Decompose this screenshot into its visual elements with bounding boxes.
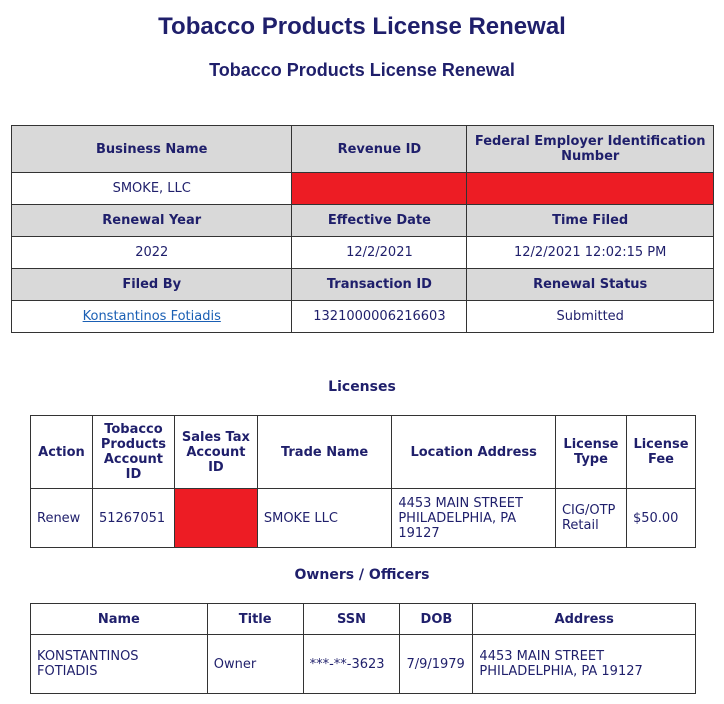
col-location-address: Location Address <box>392 416 556 489</box>
time-filed-header: Time Filed <box>467 205 714 237</box>
col-dob: DOB <box>400 604 473 635</box>
col-ssn: SSN <box>303 604 400 635</box>
transaction-id-header: Transaction ID <box>292 269 467 301</box>
summary-table <box>11 125 714 333</box>
licenses-header-row <box>31 416 696 489</box>
filed-by-link[interactable]: Konstantinos Fotiadis <box>82 309 221 324</box>
owner-name-cell: KONSTANTINOS FOTIADIS <box>31 635 208 694</box>
owner-title-cell: Owner <box>207 635 303 694</box>
fein-header: Federal Employer Identification Number <box>467 126 714 173</box>
filed-by-header: Filed By <box>12 269 292 301</box>
effective-date-value: 12/2/2021 <box>292 237 467 269</box>
owners-table <box>30 603 696 694</box>
owners-heading: Owners / Officers <box>294 567 430 583</box>
col-tobacco-account-id: Tobacco Products Account ID <box>92 416 174 489</box>
col-name: Name <box>31 604 208 635</box>
summary-header-row <box>12 205 714 237</box>
col-license-type: License Type <box>555 416 626 489</box>
summary-value-row <box>12 237 714 269</box>
summary-header-row <box>12 126 714 173</box>
col-title: Title <box>207 604 303 635</box>
col-address: Address <box>473 604 696 635</box>
license-fee-cell: $50.00 <box>626 489 695 548</box>
revenue-id-header: Revenue ID <box>292 126 467 173</box>
col-trade-name: Trade Name <box>257 416 391 489</box>
owners-header-row <box>31 604 696 635</box>
action-cell: Renew <box>31 489 93 548</box>
summary-value-row <box>12 173 714 205</box>
sales-tax-account-id-redaction <box>174 489 257 548</box>
col-sales-tax-account-id: Sales Tax Account ID <box>174 416 257 489</box>
page-title: Tobacco Products License Renewal <box>158 13 566 40</box>
licenses-heading: Licenses <box>328 379 396 395</box>
owner-dob-cell: 7/9/1979 <box>400 635 473 694</box>
revenue-id-redaction <box>292 173 467 205</box>
summary-header-row <box>12 269 714 301</box>
table-row <box>31 635 696 694</box>
owner-ssn-cell: ***-**-3623 <box>303 635 400 694</box>
filed-by-cell <box>12 301 292 333</box>
table-row <box>31 489 696 548</box>
renewal-year-value: 2022 <box>12 237 292 269</box>
effective-date-header: Effective Date <box>292 205 467 237</box>
tobacco-account-id-cell: 51267051 <box>92 489 174 548</box>
page-subtitle: Tobacco Products License Renewal <box>209 60 515 80</box>
renewal-status-value: Submitted <box>467 301 714 333</box>
time-filed-value: 12/2/2021 12:02:15 PM <box>467 237 714 269</box>
renewal-year-header: Renewal Year <box>12 205 292 237</box>
license-type-cell: CIG/OTP Retail <box>555 489 626 548</box>
col-action: Action <box>31 416 93 489</box>
business-name-value: SMOKE, LLC <box>12 173 292 205</box>
summary-value-row <box>12 301 714 333</box>
business-name-header: Business Name <box>12 126 292 173</box>
col-license-fee: License Fee <box>626 416 695 489</box>
transaction-id-value: 1321000006216603 <box>292 301 467 333</box>
location-address-cell: 4453 MAIN STREET PHILADELPHIA, PA 19127 <box>392 489 556 548</box>
trade-name-cell: SMOKE LLC <box>257 489 391 548</box>
fein-redaction <box>467 173 714 205</box>
owner-address-cell: 4453 MAIN STREET PHILADELPHIA, PA 19127 <box>473 635 696 694</box>
licenses-table <box>30 415 696 548</box>
renewal-status-header: Renewal Status <box>467 269 714 301</box>
